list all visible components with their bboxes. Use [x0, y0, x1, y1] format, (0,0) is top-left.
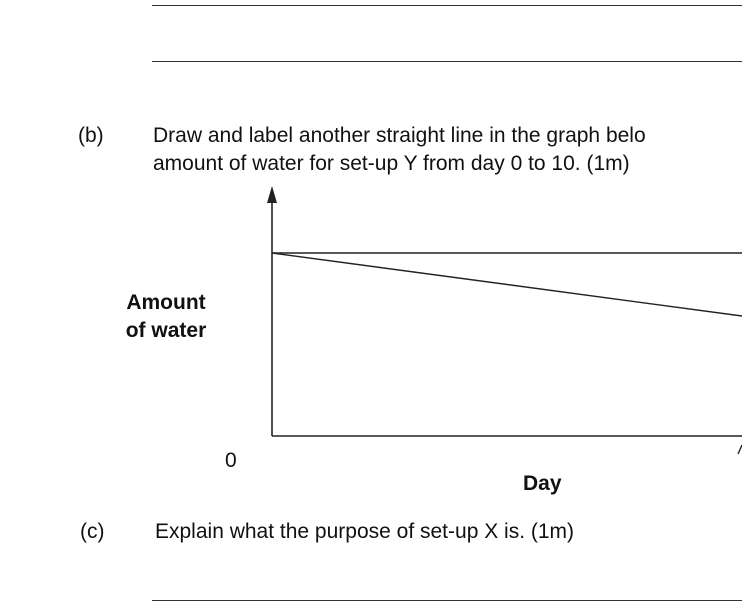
x-axis-label: Day [523, 472, 562, 495]
y-axis-label-line2: of water [125, 319, 207, 343]
declining-line [272, 253, 742, 316]
origin-label: 0 [225, 449, 237, 472]
question-b-line2: amount of water for set-up Y from day 0 to 10. (1m) [153, 152, 630, 175]
question-b-line1: Draw and label another straight line in the graph belo [153, 124, 646, 147]
answer-line-top [152, 5, 742, 6]
answer-line-second [152, 61, 742, 62]
question-b-label: (b) [78, 124, 104, 147]
y-axis-label-line1: Amount [126, 291, 206, 314]
x-axis-edge-mark [738, 445, 742, 454]
answer-line-bottom [152, 600, 742, 601]
y-axis-label [110, 289, 222, 346]
y-axis-arrow-icon [267, 186, 277, 203]
question-c-text: Explain what the purpose of set-up X is. (1m) [155, 520, 575, 543]
question-c-label: (c) [80, 520, 105, 543]
